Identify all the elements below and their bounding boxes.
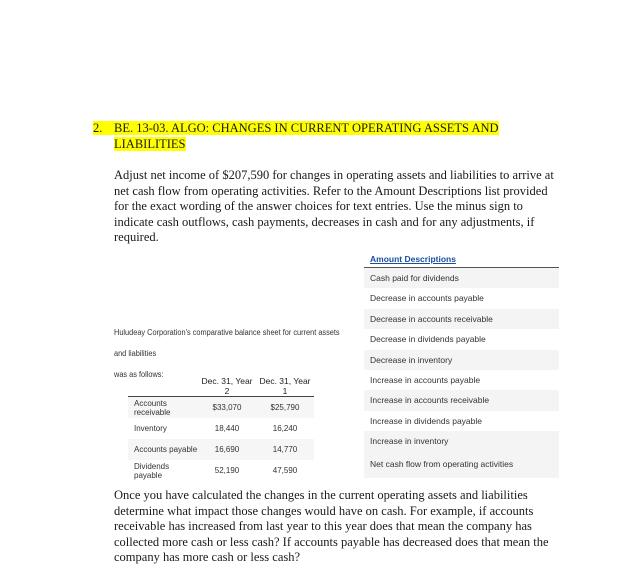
intro-line-2: was as follows: xyxy=(114,370,164,379)
row-label: Dividends payable xyxy=(134,461,170,480)
list-item: Decrease in accounts payable xyxy=(370,293,484,304)
row-label: Inventory xyxy=(134,424,167,433)
amount-descriptions-panel xyxy=(364,252,559,478)
table-row xyxy=(128,418,314,439)
hint-text: Once you have calculated the changes in the current operating assets and liabilities determine what impact those changes would have on cash. For example, if accounts receivable has increased from last year to this year does that mean the company has collected more cash or less cash? If accounts payable has decreased does that mean the company has more cash or less cash? xyxy=(114,488,549,564)
list-item: Increase in accounts receivable xyxy=(364,390,559,410)
list-item: Increase in accounts payable xyxy=(370,374,481,385)
row-year1-value: 47,590 xyxy=(272,466,298,475)
question-title-line-2 xyxy=(93,137,513,153)
row-label: Accounts payable xyxy=(128,439,198,460)
list-item: Increase in inventory xyxy=(364,431,559,451)
row-year1-value: 14,770 xyxy=(256,439,314,460)
question-number: 2. xyxy=(93,121,103,135)
table-header-row xyxy=(128,376,314,397)
question-heading xyxy=(93,121,513,152)
balance-sheet-table xyxy=(128,376,314,481)
amount-descriptions-header xyxy=(364,252,559,268)
instructions-text: Adjust net income of $207,590 for changes in operating assets and liabilities to arrive at net cash flow from operating activities. Refer to the Amount Descriptions list provided for the exact wording of the answer choices for text entries. Use the minus sign to indicate cash outflows, cash payments, decreases in cash and for any adjustments, if required. xyxy=(114,168,554,244)
header-year-1: Dec. 31, Year 1 xyxy=(256,376,314,397)
question-title-text: BE. 13-03. ALGO: CHANGES IN CURRENT OPERATING ASSETS AND xyxy=(114,121,499,135)
amount-descriptions-list xyxy=(364,268,559,478)
list-item: Decrease in inventory xyxy=(364,350,559,370)
list-item: Cash paid for dividends xyxy=(364,268,559,288)
list-item: Decrease in accounts receivable xyxy=(364,309,559,329)
row-label: Accounts receivable xyxy=(128,397,198,419)
question-title-line-1 xyxy=(93,121,513,137)
row-year1-value: 16,240 xyxy=(272,424,298,433)
row-year2-value: 16,690 xyxy=(198,439,256,460)
amount-descriptions-link[interactable]: Amount Descriptions xyxy=(370,254,456,264)
table-row xyxy=(128,397,314,419)
table-row xyxy=(128,460,314,481)
intro-line-1: Huludeay Corporation's comparative balance sheet for current assets and liabilities xyxy=(114,328,340,358)
header-blank xyxy=(128,376,198,397)
list-item: Net cash flow from operating activities xyxy=(364,452,559,478)
row-year2-value: $33,070 xyxy=(198,397,256,419)
row-year2-value: 18,440 xyxy=(214,424,240,433)
question-title-text-2: LIABILITIES xyxy=(114,136,186,151)
table-row xyxy=(128,439,314,460)
list-item: Decrease in dividends payable xyxy=(370,334,486,345)
list-item: Increase in dividends payable xyxy=(370,415,482,426)
row-year1-value: $25,790 xyxy=(256,397,314,419)
header-year-2: Dec. 31, Year 2 xyxy=(198,376,256,397)
row-year2-value: 52,190 xyxy=(214,466,240,475)
